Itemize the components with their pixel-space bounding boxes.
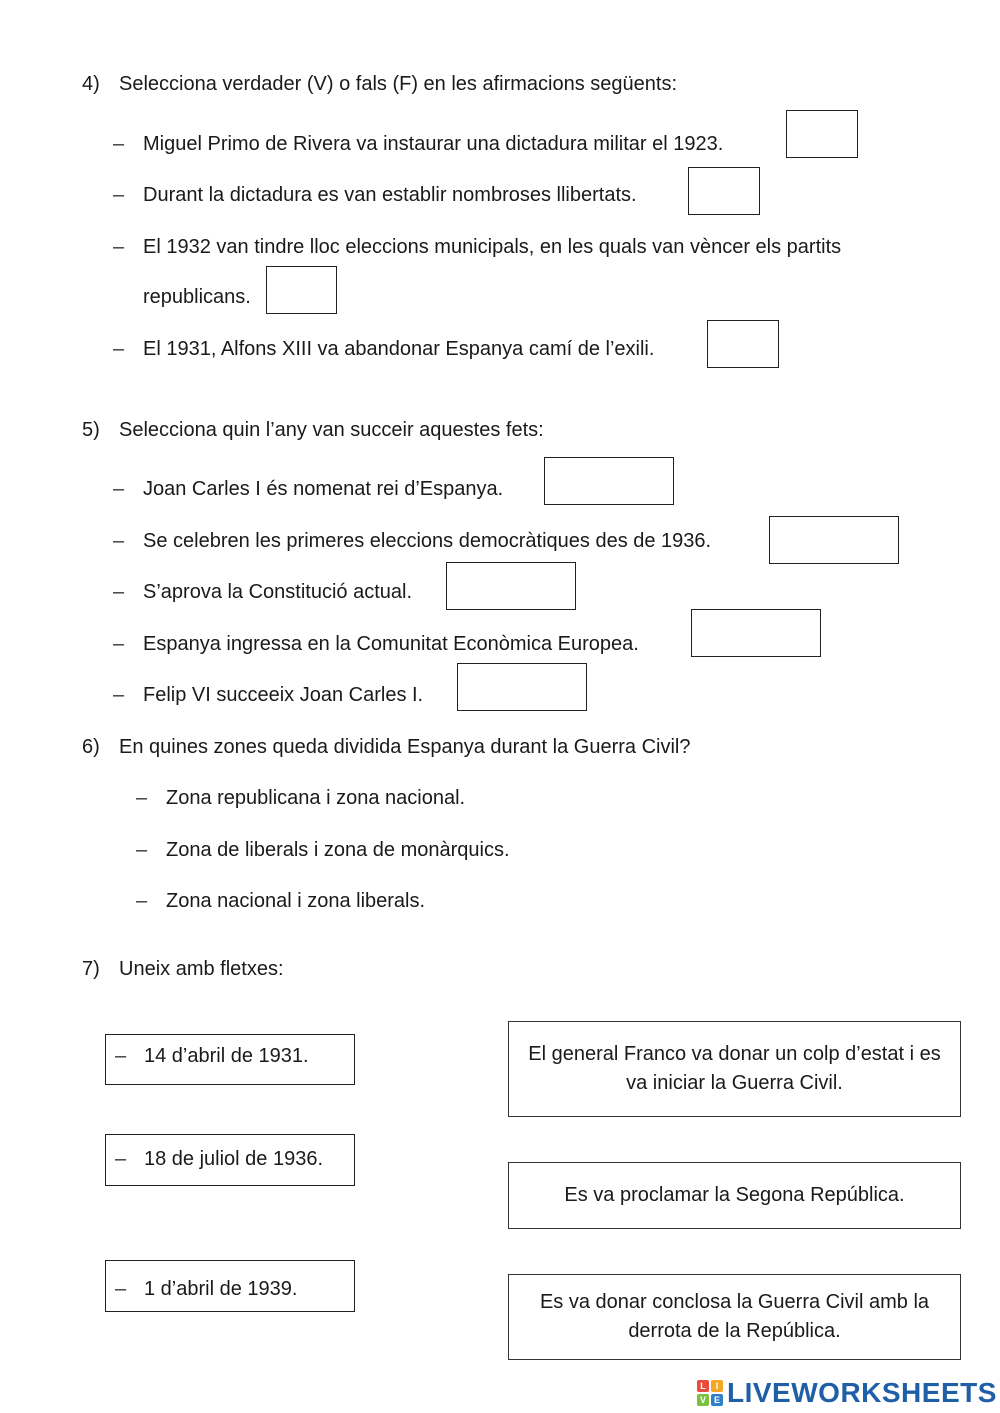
q6-title: En quines zones queda dividida Espanya durant la Guerra Civil?	[119, 736, 691, 758]
dash-icon: –	[115, 1148, 127, 1170]
match-right-label: Es va proclamar la Segona República.	[564, 1184, 905, 1206]
match-left-label: 18 de juliol de 1936.	[144, 1148, 324, 1170]
q5-item-5: Felip VI succeeix Joan Carles I.	[143, 684, 424, 706]
q4-item-1: Miguel Primo de Rivera va instaurar una dictadura militar el 1923.	[143, 133, 724, 155]
q6-option-2[interactable]: Zona de liberals i zona de monàrquics.	[166, 839, 510, 861]
match-right-item-1[interactable]	[508, 1021, 961, 1117]
match-right-label: Es va donar conclosa la Guerra Civil amb la derrota de la República.	[539, 1291, 930, 1342]
match-right-item-2[interactable]	[508, 1162, 961, 1229]
dash-icon: –	[113, 530, 125, 552]
dash-icon: –	[113, 684, 125, 706]
q5-item-4: Espanya ingressa en la Comunitat Econòmica Europea.	[143, 633, 639, 655]
dash-icon: –	[113, 236, 125, 258]
logo-mark-icon	[697, 1380, 723, 1406]
logo-mark-letter: I	[711, 1380, 723, 1392]
match-left-item-2[interactable]	[105, 1134, 355, 1186]
q4-item-4: El 1931, Alfons XIII va abandonar Espanya camí de l’exili.	[143, 338, 655, 360]
q5-title: Selecciona quin l’any van succeir aquestes fets:	[119, 419, 544, 441]
q4-item-2: Durant la dictadura es van establir nombroses llibertats.	[143, 184, 637, 206]
q6-option-1[interactable]: Zona republicana i zona nacional.	[166, 787, 466, 809]
dash-icon: –	[113, 184, 125, 206]
match-left-item-1[interactable]	[105, 1034, 355, 1085]
q5-number: 5)	[82, 419, 100, 441]
q5-answer-box-4[interactable]	[691, 609, 821, 657]
q5-answer-box-3[interactable]	[446, 562, 576, 610]
dash-icon: –	[115, 1278, 127, 1300]
match-left-item-3[interactable]	[105, 1260, 355, 1312]
q4-answer-box-3[interactable]	[266, 266, 337, 314]
match-left-label: 14 d’abril de 1931.	[144, 1045, 309, 1067]
q4-answer-box-4[interactable]	[707, 320, 779, 368]
q4-answer-box-1[interactable]	[786, 110, 858, 158]
q4-title: Selecciona verdader (V) o fals (F) en les afirmacions següents:	[119, 73, 678, 95]
q5-answer-box-5[interactable]	[457, 663, 587, 711]
dash-icon: –	[136, 890, 148, 912]
logo-mark-letter: E	[711, 1394, 723, 1406]
q4-answer-box-2[interactable]	[688, 167, 760, 215]
q7-number: 7)	[82, 958, 100, 980]
q5-item-3: S’aprova la Constitució actual.	[143, 581, 413, 603]
dash-icon: –	[113, 478, 125, 500]
dash-icon: –	[136, 839, 148, 861]
liveworksheets-logo	[697, 1376, 997, 1410]
dash-icon: –	[113, 581, 125, 603]
logo-text: LIVEWORKSHEETS	[727, 1377, 997, 1408]
dash-icon: –	[113, 633, 125, 655]
match-right-item-3[interactable]	[508, 1274, 961, 1360]
q5-item-1: Joan Carles I és nomenat rei d’Espanya.	[143, 478, 504, 500]
q5-item-2: Se celebren les primeres eleccions democràtiques des de 1936.	[143, 530, 712, 552]
match-right-label: El general Franco va donar un colp d’estat i es va iniciar la Guerra Civil.	[528, 1043, 941, 1094]
q5-answer-box-2[interactable]	[769, 516, 899, 564]
dash-icon: –	[136, 787, 148, 809]
dash-icon: –	[113, 133, 125, 155]
q4-item-3: El 1932 van tindre lloc eleccions municipals, en les quals van vèncer els partits	[143, 236, 842, 258]
match-left-label: 1 d’abril de 1939.	[144, 1278, 298, 1300]
logo-mark-letter: L	[697, 1380, 709, 1392]
logo-mark-letter: V	[697, 1394, 709, 1406]
q6-option-3[interactable]: Zona nacional i zona liberals.	[166, 890, 426, 912]
q4-item-3-cont: republicans.	[143, 286, 251, 308]
dash-icon: –	[113, 338, 125, 360]
q4-number: 4)	[82, 73, 100, 95]
q6-number: 6)	[82, 736, 100, 758]
q7-title: Uneix amb fletxes:	[119, 958, 284, 980]
q5-answer-box-1[interactable]	[544, 457, 674, 505]
dash-icon: –	[115, 1045, 127, 1067]
